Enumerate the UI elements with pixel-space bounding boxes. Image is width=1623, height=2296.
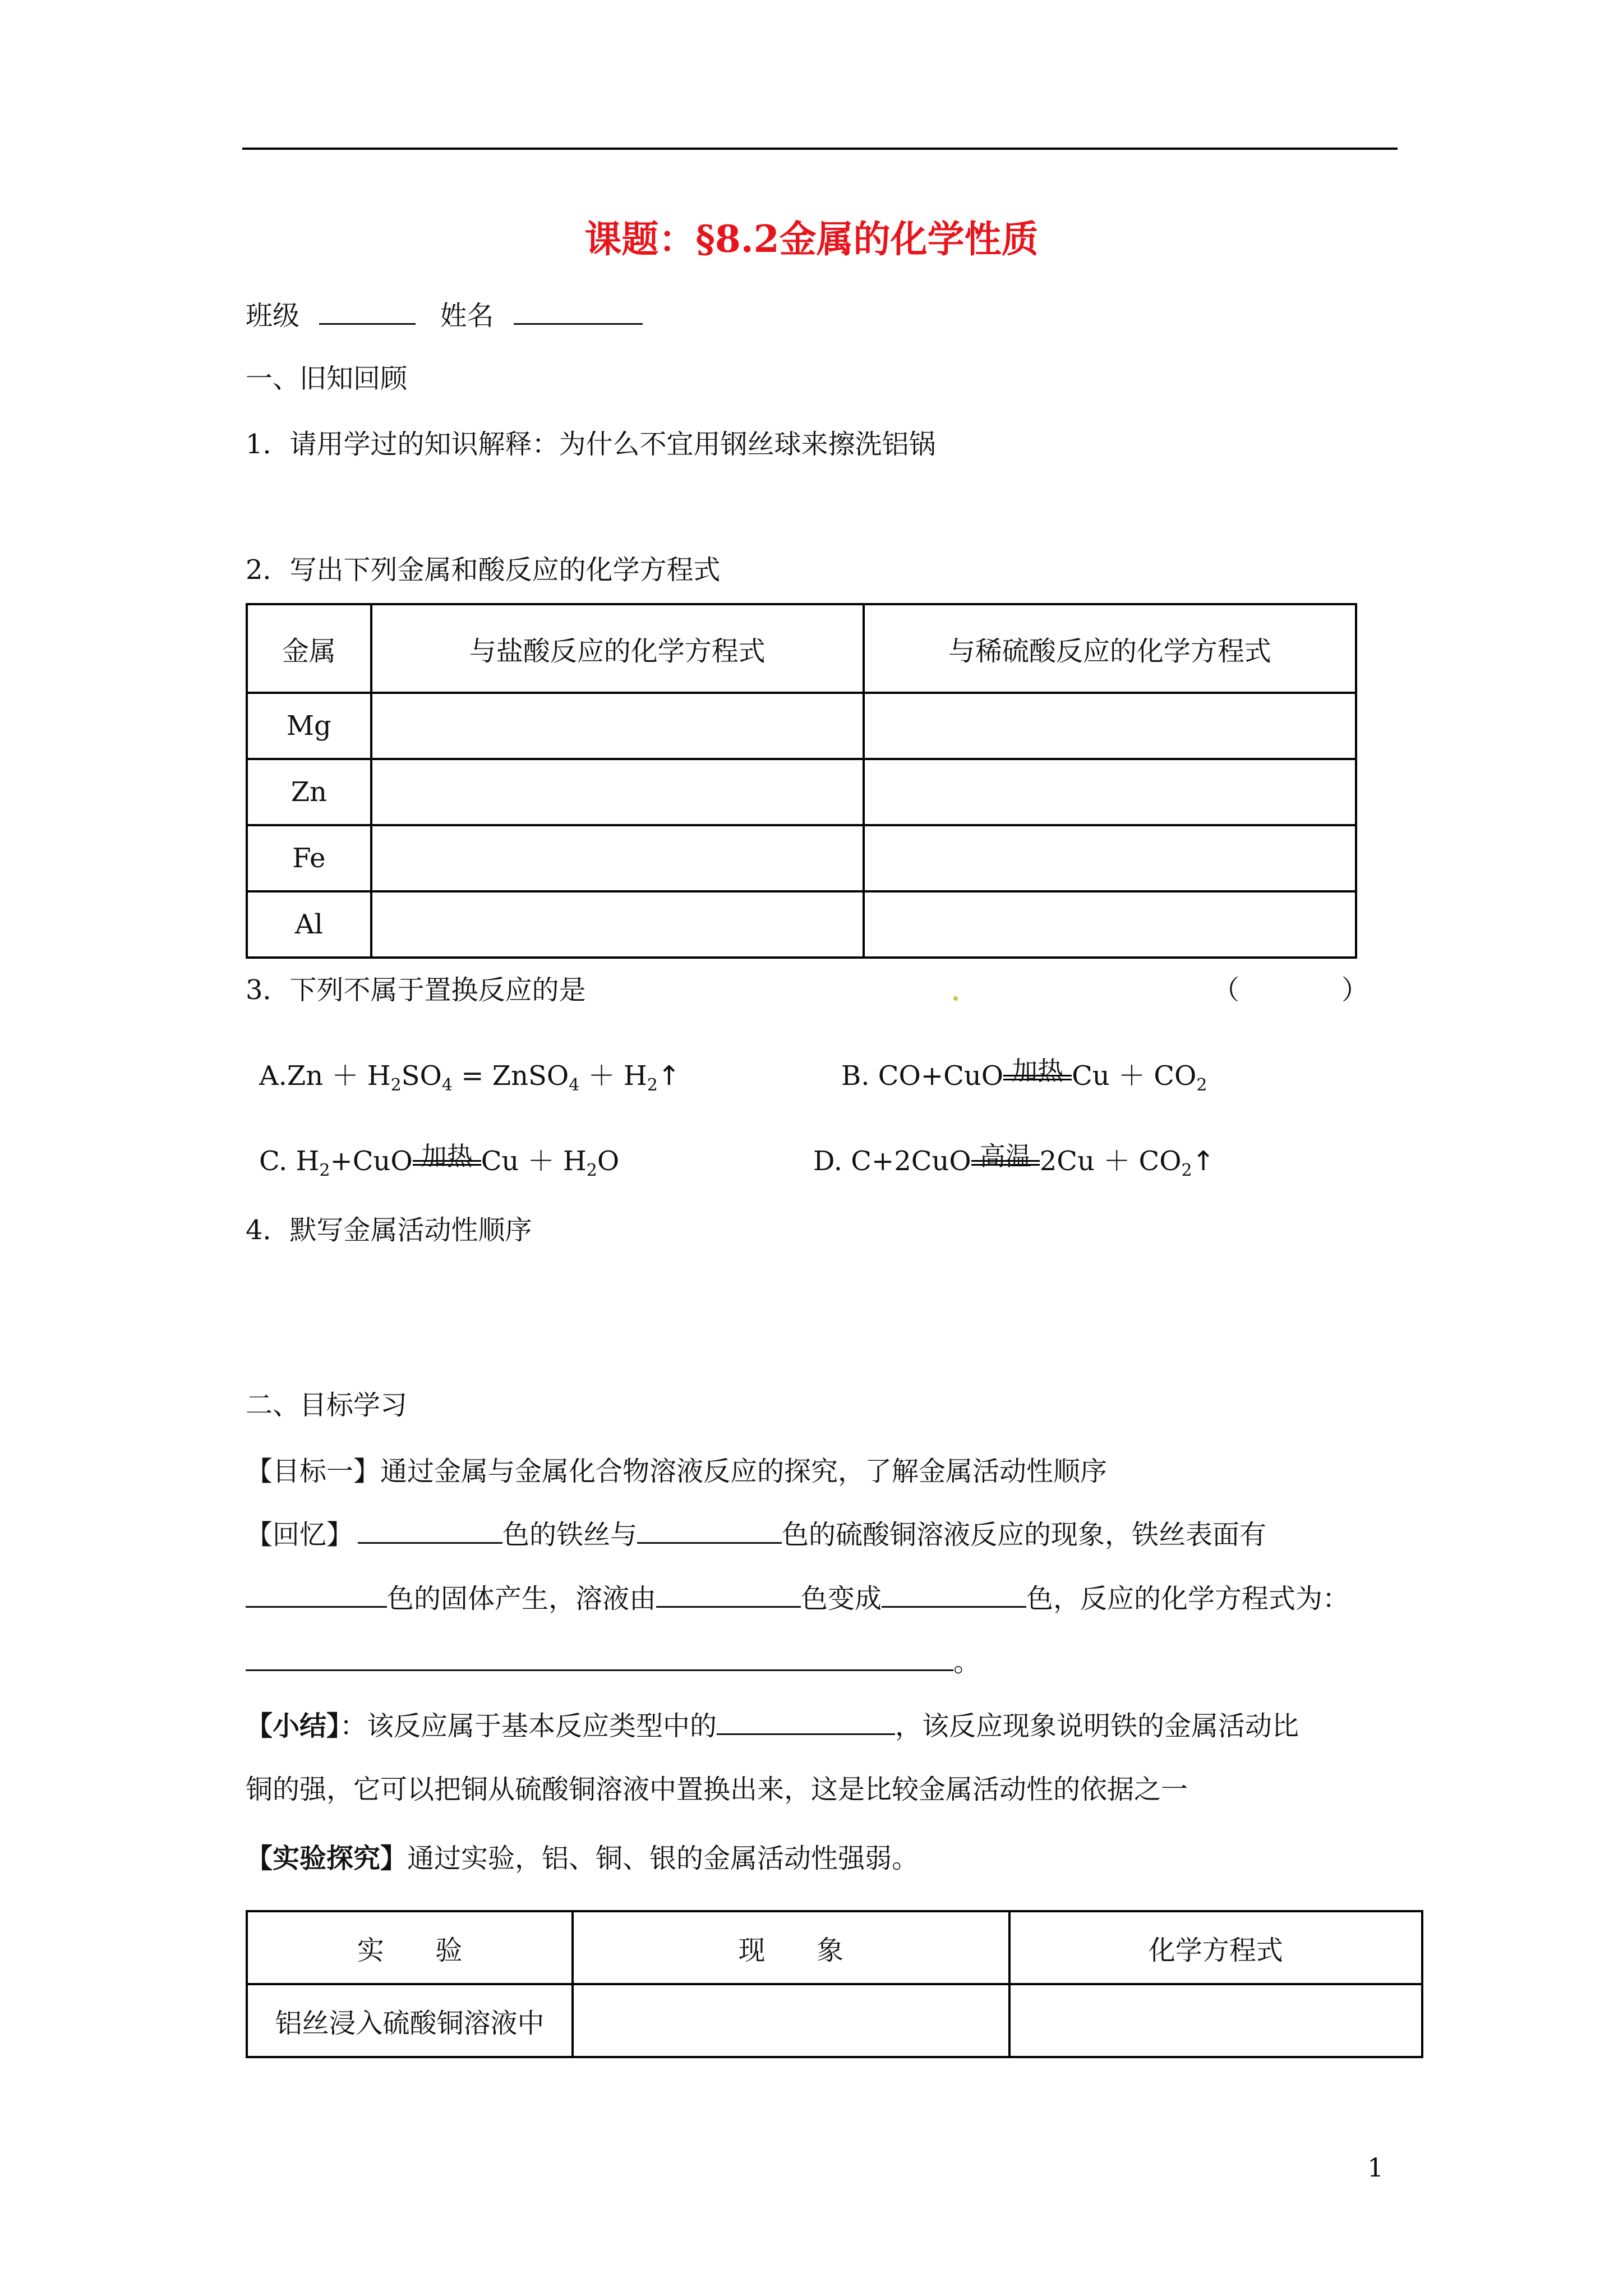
question-3: 3．下列不属于置换反应的是 (246, 974, 586, 1006)
fill-blank[interactable] (358, 1536, 502, 1544)
option-c-text: +CuO (330, 1145, 413, 1177)
fill-blank[interactable] (882, 1600, 1026, 1608)
subscript: 4 (569, 1075, 580, 1095)
option-a-text: ＋ H (579, 1060, 647, 1092)
fill-blank[interactable] (246, 1600, 387, 1608)
subscript: 2 (390, 1075, 402, 1095)
answer-cell[interactable] (864, 693, 1356, 759)
table-header-phenomenon: 现 象 (573, 1911, 1009, 1984)
recall-line-3 (246, 1645, 980, 1679)
reaction-condition (971, 1141, 1040, 1178)
answer-cell[interactable] (1009, 1984, 1422, 2057)
answer-cell[interactable] (864, 759, 1356, 825)
recall-text: 色的固体产生，溶液由 (387, 1583, 657, 1614)
option-a-text: SO (401, 1060, 442, 1092)
table-row (247, 825, 1356, 891)
option-b-text: B. CO+CuO (841, 1060, 1004, 1092)
option-a-text: = ZnSO (453, 1060, 569, 1092)
table-header-equation: 化学方程式 (1009, 1911, 1422, 1984)
reaction-condition (413, 1141, 481, 1178)
answer-cell[interactable] (371, 891, 864, 958)
stray-dot (953, 996, 958, 1001)
option-c-text: C. H (259, 1145, 320, 1177)
table-header-metal: 金属 (247, 604, 371, 693)
table-row (247, 693, 1356, 759)
condition-label: 高温 (979, 1141, 1031, 1171)
answer-cell[interactable] (371, 693, 864, 759)
table-row (247, 1984, 1422, 2057)
answer-cell[interactable] (371, 759, 864, 825)
fill-blank[interactable] (717, 1728, 895, 1735)
question-4: 4．默写金属活动性顺序 (246, 1214, 532, 1246)
recall-text: 。 (953, 1646, 981, 1678)
subscript: 2 (1196, 1075, 1207, 1095)
option-c-text: Cu ＋ H (481, 1145, 587, 1177)
option-d[interactable] (813, 1141, 1215, 1180)
recall-text: 色，反应的化学方程式为： (1026, 1583, 1350, 1614)
class-label: 班级 (246, 300, 300, 332)
name-label: 姓名 (440, 300, 494, 332)
answer-cell[interactable] (371, 825, 864, 891)
subscript: 2 (586, 1161, 597, 1180)
recall-line-2 (246, 1582, 1349, 1616)
subscript: 2 (647, 1075, 658, 1095)
class-name-line (246, 299, 643, 333)
acid-reaction-table (246, 603, 1357, 959)
summary-label: 【小结】 (246, 1710, 340, 1742)
table-header-h2so4: 与稀硫酸反应的化学方程式 (864, 604, 1356, 693)
explore-text: 通过实验，铝、铜、银的金属活动性强弱。 (407, 1843, 919, 1874)
summary-line-1 (246, 1709, 1299, 1743)
answer-paren-left: （ (1212, 974, 1240, 1006)
option-b-text: Cu ＋ CO (1072, 1060, 1197, 1092)
equation-blank[interactable] (246, 1664, 953, 1671)
answer-cell[interactable] (864, 891, 1356, 958)
gas-arrow-icon: ↑ (657, 1060, 681, 1092)
recall-label: 【回忆】 (246, 1519, 354, 1550)
subscript: 4 (441, 1075, 453, 1095)
answer-cell[interactable] (864, 825, 1356, 891)
subscript: 2 (1181, 1161, 1192, 1180)
page-number: 1 (1367, 2152, 1384, 2183)
condition-label: 加热 (421, 1141, 473, 1171)
table-row (247, 759, 1356, 825)
name-blank[interactable] (514, 318, 643, 325)
summary-text: ，该反应现象说明铁的金属活动比 (895, 1710, 1299, 1742)
recall-text: 色变成 (801, 1583, 882, 1614)
metal-cell: Zn (247, 759, 371, 825)
option-a[interactable] (259, 1059, 680, 1093)
condition-label: 加热 (1012, 1056, 1064, 1086)
question-2: 2．写出下列金属和酸反应的化学方程式 (246, 554, 721, 586)
explore-label: 【实验探究】 (246, 1843, 408, 1874)
table-header-hcl: 与盐酸反应的化学方程式 (371, 604, 864, 693)
table-header-row (247, 1911, 1422, 1984)
metal-cell: Mg (247, 693, 371, 759)
header-rule (242, 148, 1398, 150)
table-header-row (247, 604, 1356, 693)
answer-paren-right: ） (1341, 974, 1369, 1006)
table-row (247, 891, 1356, 958)
summary-text: ：该反应属于基本反应类型中的 (340, 1710, 717, 1742)
experiment-cell: 铝丝浸入硫酸铜溶液中 (247, 1984, 573, 2057)
metal-cell: Fe (247, 825, 371, 891)
option-c[interactable] (259, 1141, 620, 1180)
recall-line-1 (246, 1518, 1266, 1552)
metal-cell: Al (247, 891, 371, 958)
page-title: 课题：§8.2金属的化学性质 (584, 217, 1039, 261)
reaction-condition (1003, 1056, 1072, 1093)
subscript: 2 (319, 1161, 330, 1180)
fill-blank[interactable] (637, 1536, 782, 1544)
goal-one: 【目标一】通过金属与金属化合物溶液反应的探究，了解金属活动性顺序 (246, 1456, 1108, 1487)
answer-cell[interactable] (573, 1984, 1009, 2057)
option-a-text: A.Zn ＋ H (259, 1060, 391, 1092)
recall-text: 色的铁丝与 (502, 1519, 638, 1550)
summary-line-2: 铜的强，它可以把铜从硫酸铜溶液中置换出来，这是比较金属活动性的依据之一 (246, 1774, 1188, 1805)
question-1: 1．请用学过的知识解释：为什么不宜用钢丝球来擦洗铝锅 (246, 429, 936, 460)
class-blank[interactable] (319, 318, 416, 325)
option-c-text: O (597, 1145, 620, 1177)
explore-line (246, 1842, 919, 1875)
section-heading-goals: 二、目标学习 (246, 1389, 408, 1421)
option-d-text: D. C+2CuO (813, 1145, 971, 1177)
experiment-table (246, 1910, 1423, 2058)
gas-arrow-icon: ↑ (1192, 1145, 1215, 1177)
recall-text: 色的硫酸铜溶液反应的现象，铁丝表面有 (782, 1519, 1267, 1550)
option-d-text: 2Cu ＋ CO (1039, 1145, 1182, 1177)
fill-blank[interactable] (656, 1600, 801, 1608)
section-heading-review: 一、旧知回顾 (246, 363, 408, 394)
table-header-experiment: 实 验 (247, 1911, 573, 1984)
option-b[interactable] (841, 1056, 1207, 1095)
